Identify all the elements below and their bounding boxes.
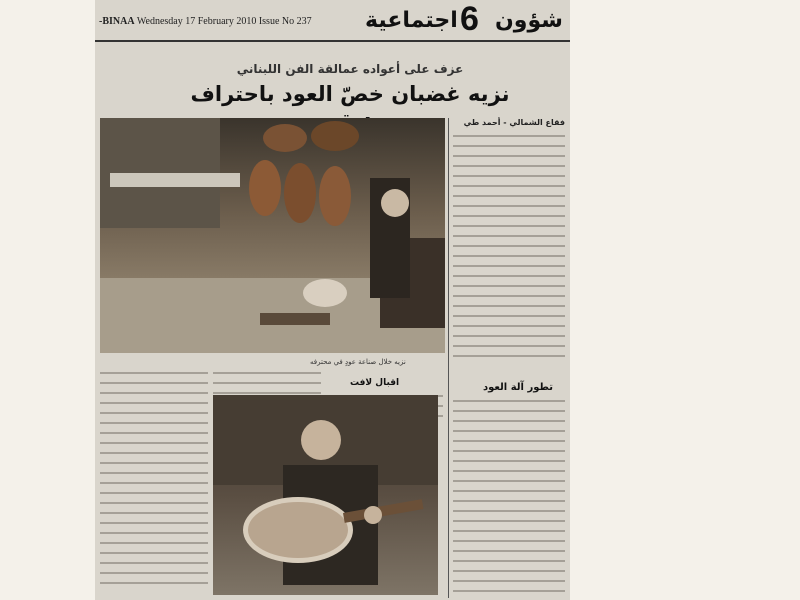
section-title: اجتماعية (365, 8, 458, 33)
musician-photo (213, 395, 438, 595)
byline: فقاع الشمالي - أحمد طي (463, 118, 565, 127)
section-heading-evolution: تطور آلة العود (483, 382, 553, 393)
article-headline: نزيه غضبان خصّ العود باحتراف (190, 82, 510, 106)
oud-player-illustration (213, 395, 438, 595)
page-number: 6 (460, 0, 479, 38)
paper-name: -BINAA (99, 16, 135, 27)
issue-date: Wednesday 17 February 2010 Issue No 237 (136, 16, 312, 27)
workshop-illustration (100, 118, 445, 353)
section-title-prefix: شؤون (495, 8, 563, 33)
newspaper-page (95, 0, 570, 600)
section-heading-demand: اقبال لافت (350, 378, 400, 388)
masthead (95, 0, 570, 42)
masthead-edition (99, 16, 312, 27)
photo1-caption: نزيه خلال صناعة عودٍ في محترفه (310, 358, 406, 366)
column-left (100, 372, 208, 592)
workshop-photo (100, 118, 445, 353)
article-kicker: عزف على أعواده عمالقة الفن اللبناني (236, 62, 464, 76)
column-divider (448, 118, 449, 598)
column-right-top (453, 135, 565, 365)
column-right-bottom (453, 400, 565, 600)
